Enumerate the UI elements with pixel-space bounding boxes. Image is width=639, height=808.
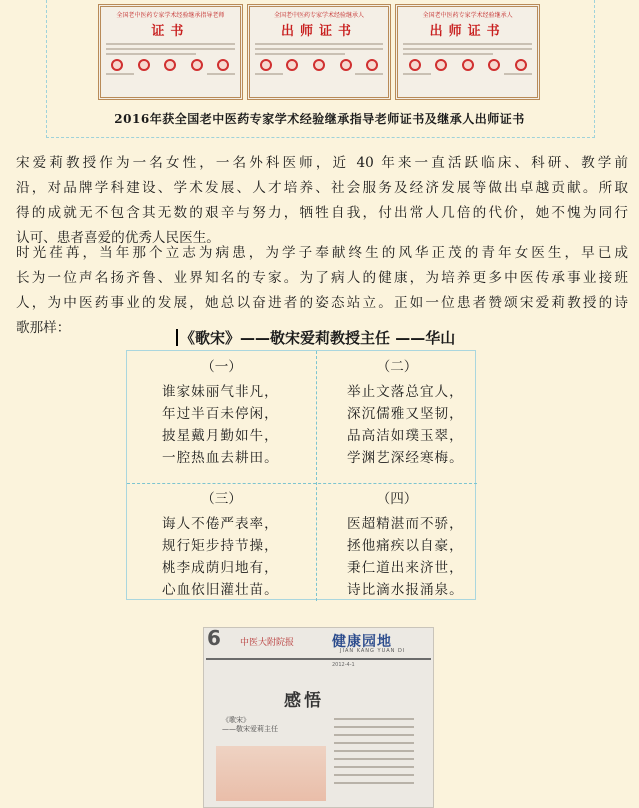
- certificate-header: 全国老中医药专家学术经验继承人: [422, 12, 513, 19]
- certificate-photos: [98, 4, 540, 100]
- certificate-graduation-1: [247, 4, 392, 100]
- poem-line: 诲人不倦严表率，: [162, 516, 279, 532]
- stanza-number: （三）: [201, 491, 242, 507]
- poem-line: 心血依旧灌壮苗。: [162, 582, 279, 598]
- poem-title-text: 《歌宋》——敬宋爱莉教授主任 ——华山: [180, 329, 456, 347]
- newspaper-illustration: [216, 746, 326, 801]
- poem-line: 举止文落总宜人，: [347, 384, 464, 400]
- poem-line: 深沉儒雅又坚韧，: [347, 406, 464, 422]
- poem-line: 秉仁道出来济世，: [347, 560, 464, 576]
- paragraph-line: 人，为中医药事业的发展，她总以奋进者的姿态站立。正如一位患者赞颂宋爱莉教授的诗: [16, 295, 628, 311]
- poem-table: [126, 350, 476, 600]
- paragraph-line: 长为一位声名扬齐鲁、业界知名的专家。为了病人的健康，为培养更多中医传承事业接班: [16, 270, 628, 286]
- text-cursor: [176, 329, 178, 346]
- poem-line: 诗比滴水报涌泉。: [347, 582, 464, 598]
- certificate-header: 全国老中医药专家学术经验继承人: [274, 12, 365, 19]
- newspaper-column-title: 健康园地: [332, 634, 392, 650]
- newspaper-name: 中医大附院报: [240, 638, 295, 648]
- poem-row-divider: [127, 483, 477, 484]
- certificate-guidance-teacher: [98, 4, 243, 100]
- poem-stanza-2: [317, 356, 477, 469]
- paragraph-line: 沿，对品牌学科建设、学术发展、人才培养、社会服务及经济发展等做出卓越贡献。所取: [16, 180, 628, 196]
- poem-line: 桃李成荫归地有，: [162, 560, 279, 576]
- poem-stanza-4: [317, 488, 477, 601]
- poem-line: 医超精湛而不骄，: [347, 516, 464, 532]
- newspaper-headline: 感悟: [284, 691, 324, 711]
- newspaper-poem-heading: [222, 716, 278, 734]
- stanza-number: （一）: [201, 359, 242, 375]
- paragraph-line: 时光荏苒，当年那个立志为病患，为学子奉献终生的风华正茂的青年女医生，早已成: [16, 245, 628, 261]
- newspaper-page-number: 6: [207, 627, 221, 650]
- certificate-header: 全国老中医药专家学术经验继承指导老师: [116, 12, 225, 19]
- poem-line: 学渊艺深经寒梅。: [347, 450, 464, 466]
- newspaper-poem-title: 《歌宋》: [222, 716, 250, 724]
- newspaper-date: 2012-4-1: [332, 662, 355, 668]
- paragraph-line: 歌那样：: [16, 320, 71, 336]
- stanza-number: （四）: [376, 491, 418, 507]
- poem-line: 年过半百未停闲，: [162, 406, 279, 422]
- poem-stanza-1: [127, 356, 316, 469]
- paragraph-line: 宋爱莉教授作为一名女性，一名外科医师，近 40 年来一直活跃临床、科研、教学前: [16, 155, 628, 171]
- poem-line: 拯他痛疾以自豪，: [347, 538, 464, 554]
- poem-title: [176, 326, 486, 350]
- poem-line: 规行矩步持节操，: [162, 538, 279, 554]
- paragraph-line: 认可、患者喜爱的优秀人民医生。: [16, 230, 220, 246]
- poem-line: 一腔热血去耕田。: [162, 450, 279, 466]
- newspaper-rule: [206, 658, 431, 660]
- newspaper-clipping: [203, 627, 434, 808]
- newspaper-poem-subtitle: ——敬宋爱莉主任: [222, 725, 278, 733]
- certificate-caption: 2016年获全国老中医药专家学术经验继承指导老师证书及继承人出师证书: [114, 112, 525, 126]
- poem-line: 谁家妹丽气非凡，: [162, 384, 279, 400]
- certificate-title: 出师证书: [429, 24, 506, 39]
- poem-line: 品高洁如璞玉翠，: [347, 428, 464, 444]
- certificate-title: 证书: [151, 24, 190, 39]
- stanza-number: （二）: [376, 359, 418, 375]
- certificate-graduation-2: [395, 4, 540, 100]
- poem-line: 披星戴月勤如牛，: [162, 428, 279, 444]
- certificate-title: 出师证书: [281, 24, 358, 39]
- newspaper-column-pinyin: JIAN KANG YUAN DI: [340, 648, 406, 654]
- poem-stanza-3: [127, 488, 316, 601]
- paragraph-career: [16, 151, 628, 251]
- paragraph-line: 得的成就无不包含其无数的艰辛与努力，牺牲自我，付出常人几倍的代价，她不愧为同行: [16, 205, 628, 221]
